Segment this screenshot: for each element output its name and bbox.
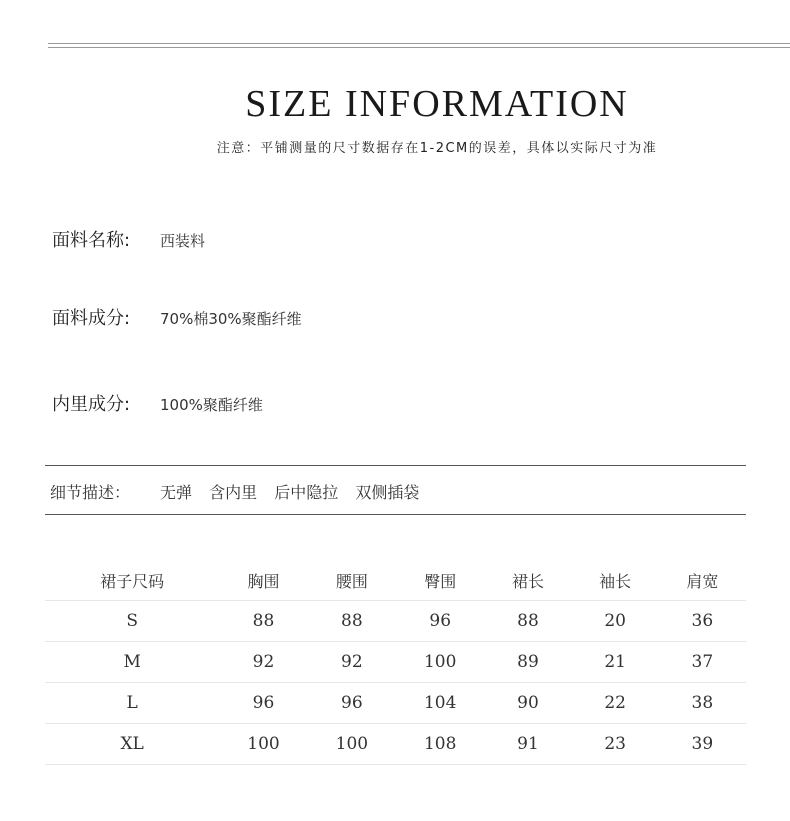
top-rule — [48, 47, 790, 48]
detail-item: 双侧插袋 — [355, 483, 420, 502]
table-row — [45, 683, 746, 724]
header-cell: 裙子尺码 — [100, 571, 165, 591]
table-cell: 23 — [572, 724, 659, 765]
detail-item: 无弹 — [160, 483, 193, 502]
size-table — [45, 560, 746, 765]
table-row — [45, 724, 746, 765]
lining-composition-label: 内里成分: — [52, 394, 131, 415]
table-cell: 90 — [484, 683, 571, 724]
table-cell: 91 — [484, 724, 571, 765]
header-cell: 胸围 — [247, 571, 280, 591]
detail-divider-bottom — [45, 514, 746, 515]
fabric-composition-row — [52, 304, 302, 330]
page-title: SIZE INFORMATION — [245, 83, 629, 125]
table-cell: L — [45, 683, 219, 724]
detail-item: 含内里 — [209, 483, 258, 502]
lining-composition-row — [52, 390, 263, 416]
table-cell: 37 — [659, 642, 746, 683]
table-header-row — [45, 560, 746, 601]
lining-composition-value: 100%聚酯纤维 — [160, 396, 263, 414]
header-cell: 臀围 — [424, 571, 457, 591]
table-cell: 96 — [396, 601, 484, 642]
table-cell: 21 — [572, 642, 659, 683]
fabric-name-value: 西装料 — [160, 232, 206, 250]
table-cell: 89 — [484, 642, 571, 683]
fabric-composition-label: 面料成分: — [52, 308, 131, 329]
table-cell: 100 — [219, 724, 307, 765]
table-cell: 36 — [659, 601, 746, 642]
detail-divider-top — [45, 465, 746, 466]
header-cell: 腰围 — [335, 571, 368, 591]
fabric-name-label: 面料名称: — [52, 230, 131, 251]
table-cell: 96 — [308, 683, 396, 724]
table-cell: 92 — [308, 642, 396, 683]
table-cell: 22 — [572, 683, 659, 724]
table-cell: 92 — [219, 642, 307, 683]
detail-row — [50, 480, 431, 503]
table-cell: 38 — [659, 683, 746, 724]
table-row — [45, 642, 746, 683]
table-cell: 88 — [219, 601, 307, 642]
table-cell: 39 — [659, 724, 746, 765]
top-rule — [48, 43, 790, 44]
table-cell: 96 — [219, 683, 307, 724]
table-cell: 108 — [396, 724, 484, 765]
detail-label: 细节描述： — [50, 483, 131, 502]
header-cell: 肩宽 — [686, 571, 719, 591]
detail-item: 后中隐拉 — [274, 483, 339, 502]
table-cell: 88 — [308, 601, 396, 642]
fabric-name-row — [52, 226, 205, 252]
table-cell: 104 — [396, 683, 484, 724]
table-row — [45, 601, 746, 642]
table-cell: 100 — [308, 724, 396, 765]
table-cell: M — [45, 642, 219, 683]
header-cell: 袖长 — [599, 571, 632, 591]
table-cell: XL — [45, 724, 219, 765]
measurement-note: 注意：平铺测量的尺寸数据存在1-2CM的误差，具体以实际尺寸为准 — [216, 141, 658, 156]
fabric-composition-value: 70%棉30%聚酯纤维 — [160, 310, 302, 328]
table-cell: S — [45, 601, 219, 642]
header-cell: 裙长 — [511, 571, 544, 591]
table-cell: 20 — [572, 601, 659, 642]
table-cell: 88 — [484, 601, 571, 642]
detail-items — [160, 480, 431, 503]
table-cell: 100 — [396, 642, 484, 683]
